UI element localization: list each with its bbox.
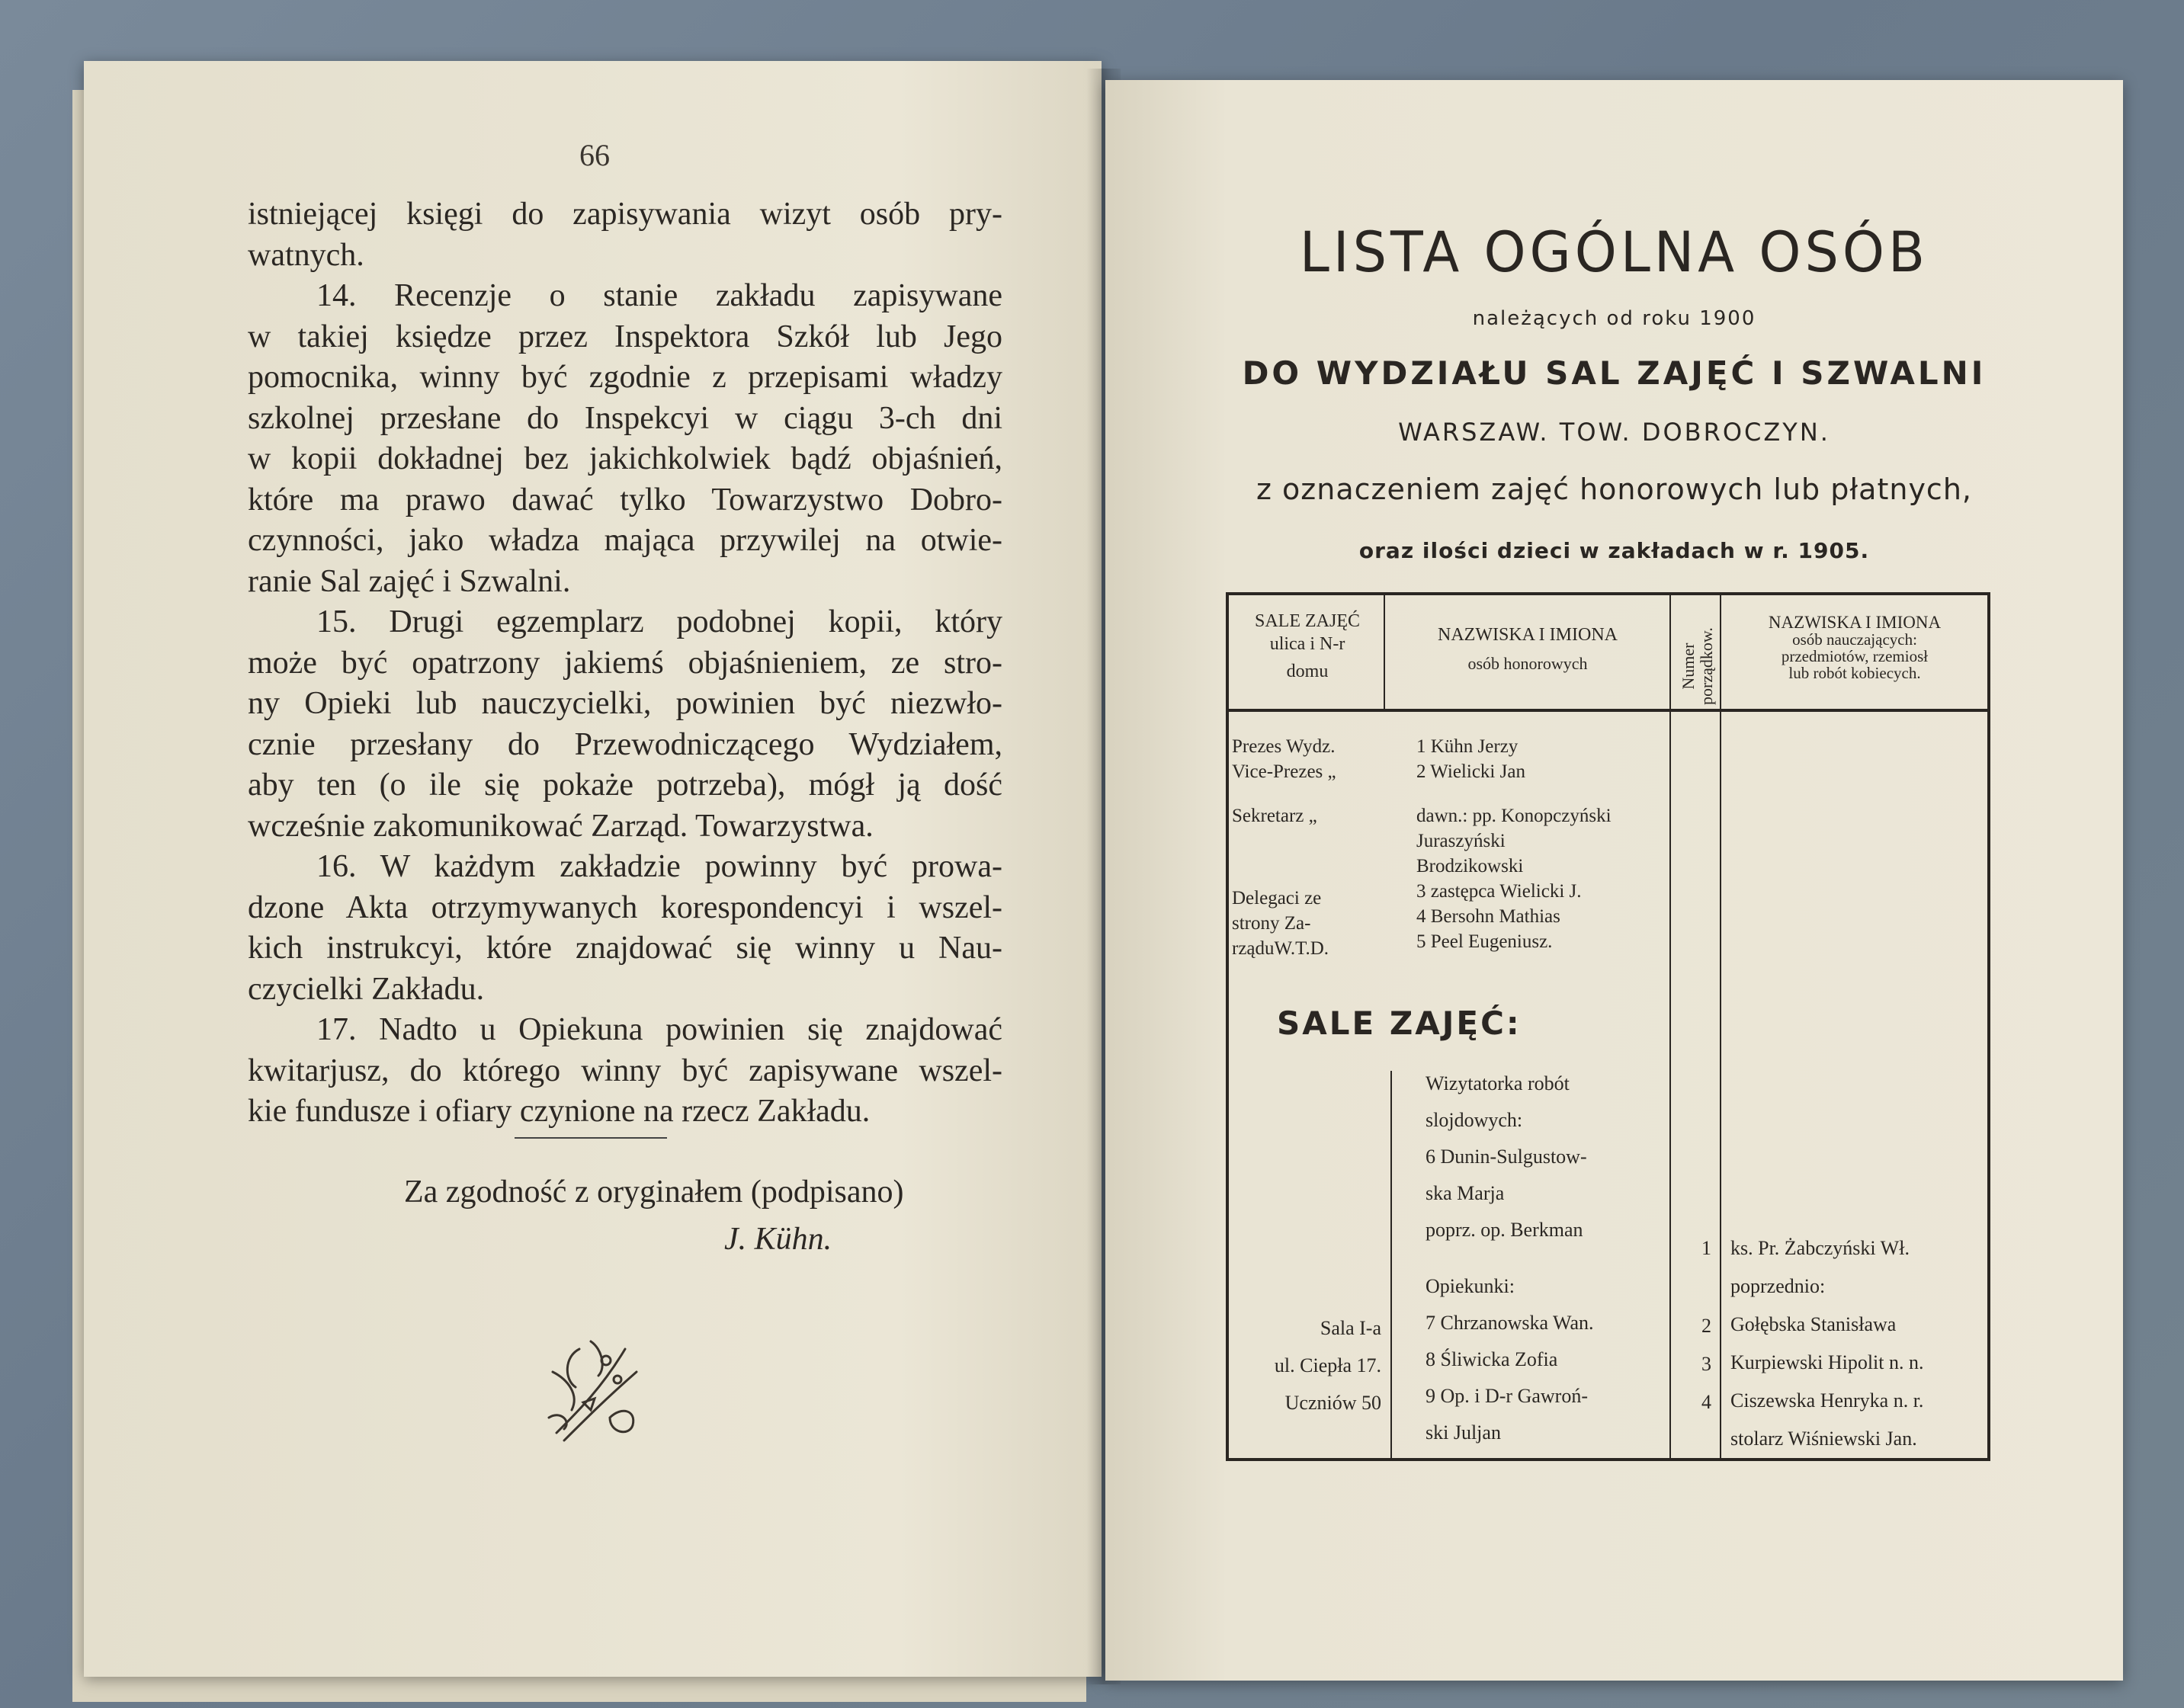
table-cell-line: Juraszyński bbox=[1416, 831, 1506, 851]
header-sale bbox=[1231, 610, 1384, 683]
sala-place-column bbox=[1235, 1309, 1381, 1421]
table-cell-line: 3 zastępca Wielicki J. bbox=[1416, 881, 1582, 902]
table-cell-line: 9 Op. i D-r Gawroń- bbox=[1426, 1385, 1589, 1407]
signature: J. Kühn. bbox=[724, 1222, 832, 1257]
table-cell-line: 6 Dunin-Sulgustow- bbox=[1426, 1146, 1587, 1168]
header-honorary bbox=[1386, 623, 1669, 675]
table-column-rule bbox=[1384, 595, 1385, 710]
text-line: watnych. bbox=[248, 237, 364, 273]
text-line: może być opatrzony jakiemś objaśnieniem, ze stro- bbox=[248, 645, 1002, 681]
board-names-column bbox=[1416, 734, 1612, 973]
table-cell-line: 5 Peel Eugeniusz. bbox=[1416, 931, 1553, 952]
text-line: 17. Nadto u Opiekuna powinien się znajdować bbox=[316, 1012, 1002, 1047]
text-line: w kopii dokładnej bez jakichkolwiek bądź objaśnień, bbox=[248, 441, 1002, 476]
header-line: ulica i N-r bbox=[1269, 634, 1345, 654]
table-cell-line: dawn.: pp. Konopczyński bbox=[1416, 806, 1612, 826]
text-line: czycielki Zakładu. bbox=[248, 971, 485, 1007]
table-cell-line: Uczniów 50 bbox=[1284, 1392, 1381, 1414]
text-line: kie fundusze i ofiary czynione na rzecz Zakładu. bbox=[248, 1094, 871, 1129]
list-subtitle-department: DO WYDZIAŁU SAL ZAJĘĆ I SZWALNI bbox=[1242, 354, 1987, 392]
text-line: 16. W każdym zakładzie powinny być prowa- bbox=[316, 849, 1002, 884]
header-teachers bbox=[1721, 614, 1988, 681]
header-line: lub robót kobiecych. bbox=[1788, 664, 1921, 682]
body-text bbox=[248, 194, 1002, 1133]
text-line: dzone Akta otrzymywanych korespondencyi i wszel- bbox=[248, 889, 1002, 925]
text-line: istniejącej księgi do zapisywania wizyt osób pry- bbox=[248, 197, 1002, 232]
table-cell-line: Opiekunki: bbox=[1426, 1275, 1515, 1297]
table-cell-line: 2 bbox=[1701, 1315, 1711, 1337]
table-cell-line: 3 bbox=[1701, 1353, 1711, 1375]
table-cell-line: stolarz Wiśniewski Jan. bbox=[1730, 1428, 1917, 1450]
table-cell-line: Kurpiewski Hipolit n. n. bbox=[1730, 1351, 1924, 1373]
table-cell-line: Wizytatorka robót bbox=[1426, 1072, 1570, 1094]
table-cell-line bbox=[1232, 828, 1336, 848]
table-cell-line bbox=[1416, 784, 1612, 803]
list-subtitle-count: oraz ilości dzieci w zakładach w r. 1905. bbox=[1358, 538, 1870, 563]
text-line: 15. Drugi egzemplarz podobnej kopii, który bbox=[316, 604, 1002, 639]
header-line: porządkow. bbox=[1697, 627, 1716, 705]
table-cell-line: Brodzikowski bbox=[1416, 856, 1524, 876]
header-line: osób nauczających: bbox=[1792, 630, 1917, 649]
header-line: NAZWISKA I IMIONA bbox=[1438, 625, 1618, 645]
table-cell-line: slojdowych: bbox=[1426, 1109, 1523, 1131]
table-header-rule bbox=[1226, 709, 1990, 712]
header-line: SALE ZAJĘĆ bbox=[1255, 611, 1360, 631]
table-cell-line: Delegaci ze bbox=[1232, 888, 1322, 908]
board-roles-column bbox=[1232, 734, 1336, 961]
table-cell-line: ski Juljan bbox=[1426, 1421, 1501, 1444]
certification-line: Za zgodność z oryginałem (podpisano) bbox=[404, 1174, 904, 1210]
text-line: kwitarjusz, do którego winny być zapisywane wszel- bbox=[248, 1053, 1002, 1088]
list-subtitle-society: WARSZAW. TOW. DOBROCZYN. bbox=[1398, 418, 1830, 447]
table-cell-line: Vice-Prezes „ bbox=[1232, 761, 1336, 782]
table-column-rule bbox=[1390, 1071, 1392, 1458]
table-cell-line: 2 Wielicki Jan bbox=[1416, 761, 1525, 782]
text-line: szkolnej przesłane do Inspekcyi w ciągu 3-ch dni bbox=[248, 400, 1002, 436]
table-cell-line bbox=[1689, 1267, 1711, 1287]
table-cell-line: 8 Śliwicka Zofia bbox=[1426, 1348, 1558, 1370]
table-cell-line: 1 Kühn Jerzy bbox=[1416, 736, 1519, 757]
table-cell-line: 4 Bersohn Mathias bbox=[1416, 906, 1560, 927]
table-cell-line: ul. Ciepła 17. bbox=[1274, 1354, 1381, 1376]
table-cell-line bbox=[1416, 954, 1612, 973]
table-cell-line: Sala I-a bbox=[1320, 1317, 1381, 1339]
divider-rule bbox=[515, 1137, 667, 1139]
table-cell-line bbox=[1426, 1248, 1594, 1268]
table-cell-line: rząduW.T.D. bbox=[1232, 938, 1329, 959]
table-cell-line: 4 bbox=[1701, 1391, 1711, 1413]
table-cell-line: Gołębska Stanisława bbox=[1730, 1313, 1897, 1335]
text-line: w takiej księdze przez Inspektora Szkół lub Jego bbox=[248, 319, 1002, 354]
list-subtitle-note: z oznaczeniem zajęć honorowych lub płatnych, bbox=[1256, 473, 1972, 506]
table-column-rule bbox=[1669, 595, 1671, 1458]
table-cell-line: strony Za- bbox=[1232, 913, 1311, 934]
list-title: LISTA OGÓLNA OSÓB bbox=[1299, 219, 1929, 286]
header-number bbox=[1679, 627, 1716, 705]
header-line: przedmiotów, rzemiosł bbox=[1781, 647, 1929, 665]
table-cell-line bbox=[1232, 784, 1336, 803]
table-column-rule bbox=[1720, 595, 1721, 1458]
text-line: cznie przesłany do Przewodniczącego Wydziałem, bbox=[248, 726, 1002, 762]
text-line: ranie Sal zajęć i Szwalni. bbox=[248, 563, 571, 599]
table-cell-line: poprzednio: bbox=[1730, 1275, 1826, 1297]
table-cell-line: poprz. op. Berkman bbox=[1426, 1219, 1583, 1241]
text-line: wcześnie zakomunikować Zarząd. Towarzystwa. bbox=[248, 808, 874, 844]
text-line: które ma prawo dawać tylko Towarzystwo Dobro- bbox=[248, 482, 1002, 518]
header-line: domu bbox=[1286, 662, 1329, 681]
text-line: czynności, jako władza mająca przywilej na otwie- bbox=[248, 523, 1002, 558]
section-heading: SALE ZAJĘĆ: bbox=[1277, 1005, 1522, 1042]
table-cell-line: Prezes Wydz. bbox=[1232, 736, 1336, 757]
sala-teachers-column bbox=[1730, 1229, 1924, 1458]
sala-numbers-column bbox=[1689, 1229, 1711, 1421]
sala-honorary-column bbox=[1426, 1065, 1594, 1451]
page-number: 66 bbox=[579, 138, 610, 172]
text-line: aby ten (o ile się pokaże potrzeba), mógł ją dość bbox=[248, 767, 1002, 803]
text-line: kich instrukcyi, które znajdować się winny u Nau- bbox=[248, 931, 1002, 966]
table-cell-line: 7 Chrzanowska Wan. bbox=[1426, 1312, 1594, 1334]
table-cell-line: ks. Pr. Żabczyński Wł. bbox=[1730, 1237, 1910, 1259]
table-cell-line: Ciszewska Henryka n. r. bbox=[1730, 1389, 1924, 1412]
text-line: 14. Recenzje o stanie zakładu zapisywane bbox=[316, 278, 1002, 313]
header-line: osób honorowych bbox=[1467, 654, 1588, 673]
table-cell-line bbox=[1232, 848, 1336, 867]
table-cell-line bbox=[1689, 1287, 1711, 1307]
header-line: NAZWISKA I IMIONA bbox=[1768, 613, 1942, 632]
table-cell-line: ska Marja bbox=[1426, 1182, 1505, 1204]
header-line: Numer bbox=[1679, 643, 1698, 690]
floral-ornament-icon bbox=[534, 1326, 648, 1448]
text-line: pomocnika, winny być zgodnie z przepisami władzy bbox=[248, 360, 1002, 395]
list-subtitle-year: należących od roku 1900 bbox=[1472, 307, 1756, 330]
text-line: ny Opieki lub nauczycielki, powinien być niezwło- bbox=[248, 686, 1002, 721]
table-cell-line: 1 bbox=[1701, 1237, 1711, 1259]
table-cell-line bbox=[1232, 867, 1336, 886]
table-cell-line: Sekretarz „ bbox=[1232, 806, 1317, 826]
